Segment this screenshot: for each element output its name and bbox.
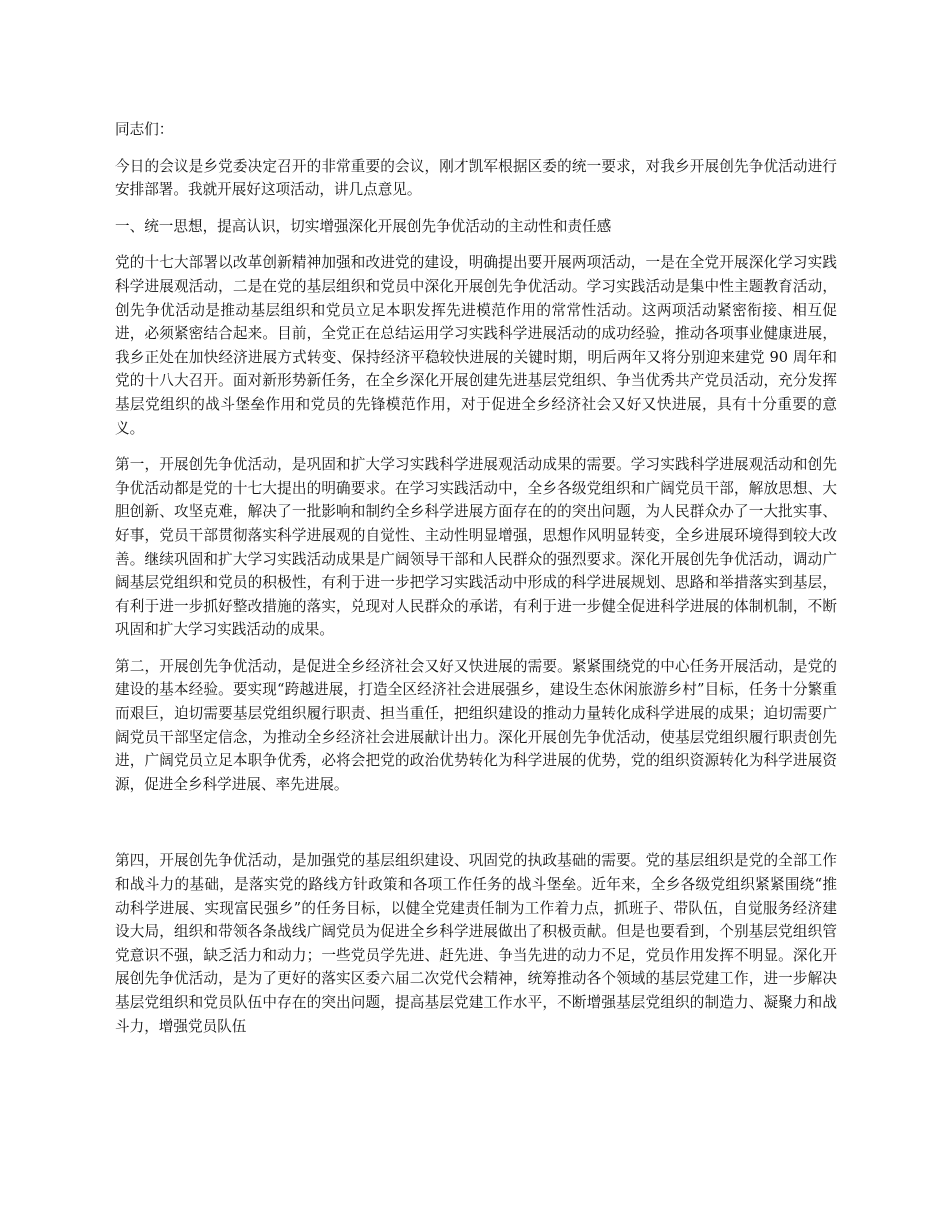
body-paragraph: 党的十七大部署以改革创新精神加强和改进党的建设，明确提出要开展两项活动，一是在全党开展深化学习实践科学进展观活动，二是在党的基层组织和党员中深化开展创先争优活动。学习实践活动是集中性主题教育活动，创先争优活动是推动基层组织和党员立足本职发挥先进模范作用的常常性活动。这两项活动紧密衔接、相互促进，必须紧密结合起来。目前，全党正在总结运用学习实践科学进展活动的成功经验，推动各项事业健康进展，我乡正处在加快经济进展方式转变、保持经济平稳较快进展的关键时期，明后两年又将分别迎来建党 90 周年和党的十八大召开。面对新形势新任务，在全乡深化开展创建先进基层党组织、争当优秀共产党员活动，充分发挥基层党组织的战斗堡垒作用和党员的先锋模范作用，对于促进全乡经济社会又好又快进展，具有十分重要的意义。 xyxy=(115,254,837,437)
blank-space xyxy=(115,809,837,849)
section-heading: 一、统一思想，提高认识，切实增强深化开展创先争优活动的主动性和责任感 xyxy=(115,217,612,235)
salutation: 同志们： xyxy=(115,121,174,138)
body-paragraph: 第四，开展创先争优活动，是加强党的基层组织建设、巩固党的执政基础的需要。党的基层组织是党的全部工作和战斗力的基础，是落实党的路线方针政策和各项工作任务的战斗堡垒。近年来，全乡各级党组织紧紧围绕“推动科学进展、实现富民强乡”的任务目标，以健全党建责任制为工作着力点，抓班子、带队伍，自觉服务经济建设大局，组织和带领各条战线广阔党员为促进全乡科学进展做出了积极贡献。但是也要看到，个别基层党组织管党意识不强，缺乏活力和动力；一些党员学先进、赶先进、争当先进的动力不足，党员作用发挥不明显。深化开展创先争优活动，是为了更好的落实区委六届二次党代会精神，统筹推动各个领域的基层党建工作，进一步解决基层党组织和党员队伍中存在的突出问题，提高基层党建工作水平，不断增强基层党组织的制造力、凝聚力和战斗力，增强党员队伍 xyxy=(115,852,837,1035)
body-paragraph: 第二，开展创先争优活动，是促进全乡经济社会又好又快进展的需要。紧紧围绕党的中心任务开展活动，是党的建设的基本经验。要实现“跨越进展，打造全区经济社会进展强乡，建设生态休闲旅游乡村”目标，任务十分繁重而艰巨，迫切需要基层党组织履行职责、担当重任，把组织建设的推动力量转化成科学进展的成果；迫切需要广阔党员干部坚定信念，为推动全乡经济社会进展献计出力。深化开展创先争优活动，使基层党组织履行职责创先进，广阔党员立足本职争优秀，必将会把党的政治优势转化为科学进展的优势，党的组织资源转化为科学进展资源，促进全乡科学进展、率先进展。 xyxy=(115,657,837,793)
document-page xyxy=(115,118,837,1051)
body-paragraph: 第一，开展创先争优活动，是巩固和扩大学习实践科学进展观活动成果的需要。学习实践科学进展观活动和创先争优活动都是党的十七大提出的明确要求。在学习实践活动中，全乡各级党组织和广阔党员干部，解放思想、大胆创新、攻坚克难，解决了一批影响和制约全乡科学进展方面存在的的突出问题，为人民群众办了一大批实事、好事，党员干部贯彻落实科学进展观的自觉性、主动性明显增强，思想作风明显转变，全乡进展环境得到较大改善。继续巩固和扩大学习实践活动成果是广阔领导干部和人民群众的强烈要求。深化开展创先争优活动，调动广阔基层党组织和党员的积极性，有利于进一步把学习实践活动中形成的科学进展规划、思路和举措落实到基层，有利于进一步抓好整改措施的落实，兑现对人民群众的承诺，有利于进一步健全促进科学进展的体制机制，不断巩固和扩大学习实践活动的成果。 xyxy=(115,456,837,639)
intro-paragraph: 今日的会议是乡党委决定召开的非常重要的会议，刚才凯军根据区委的统一要求，对我乡开展创先争优活动进行安排部署。我就开展好这项活动，讲几点意见。 xyxy=(115,157,837,199)
